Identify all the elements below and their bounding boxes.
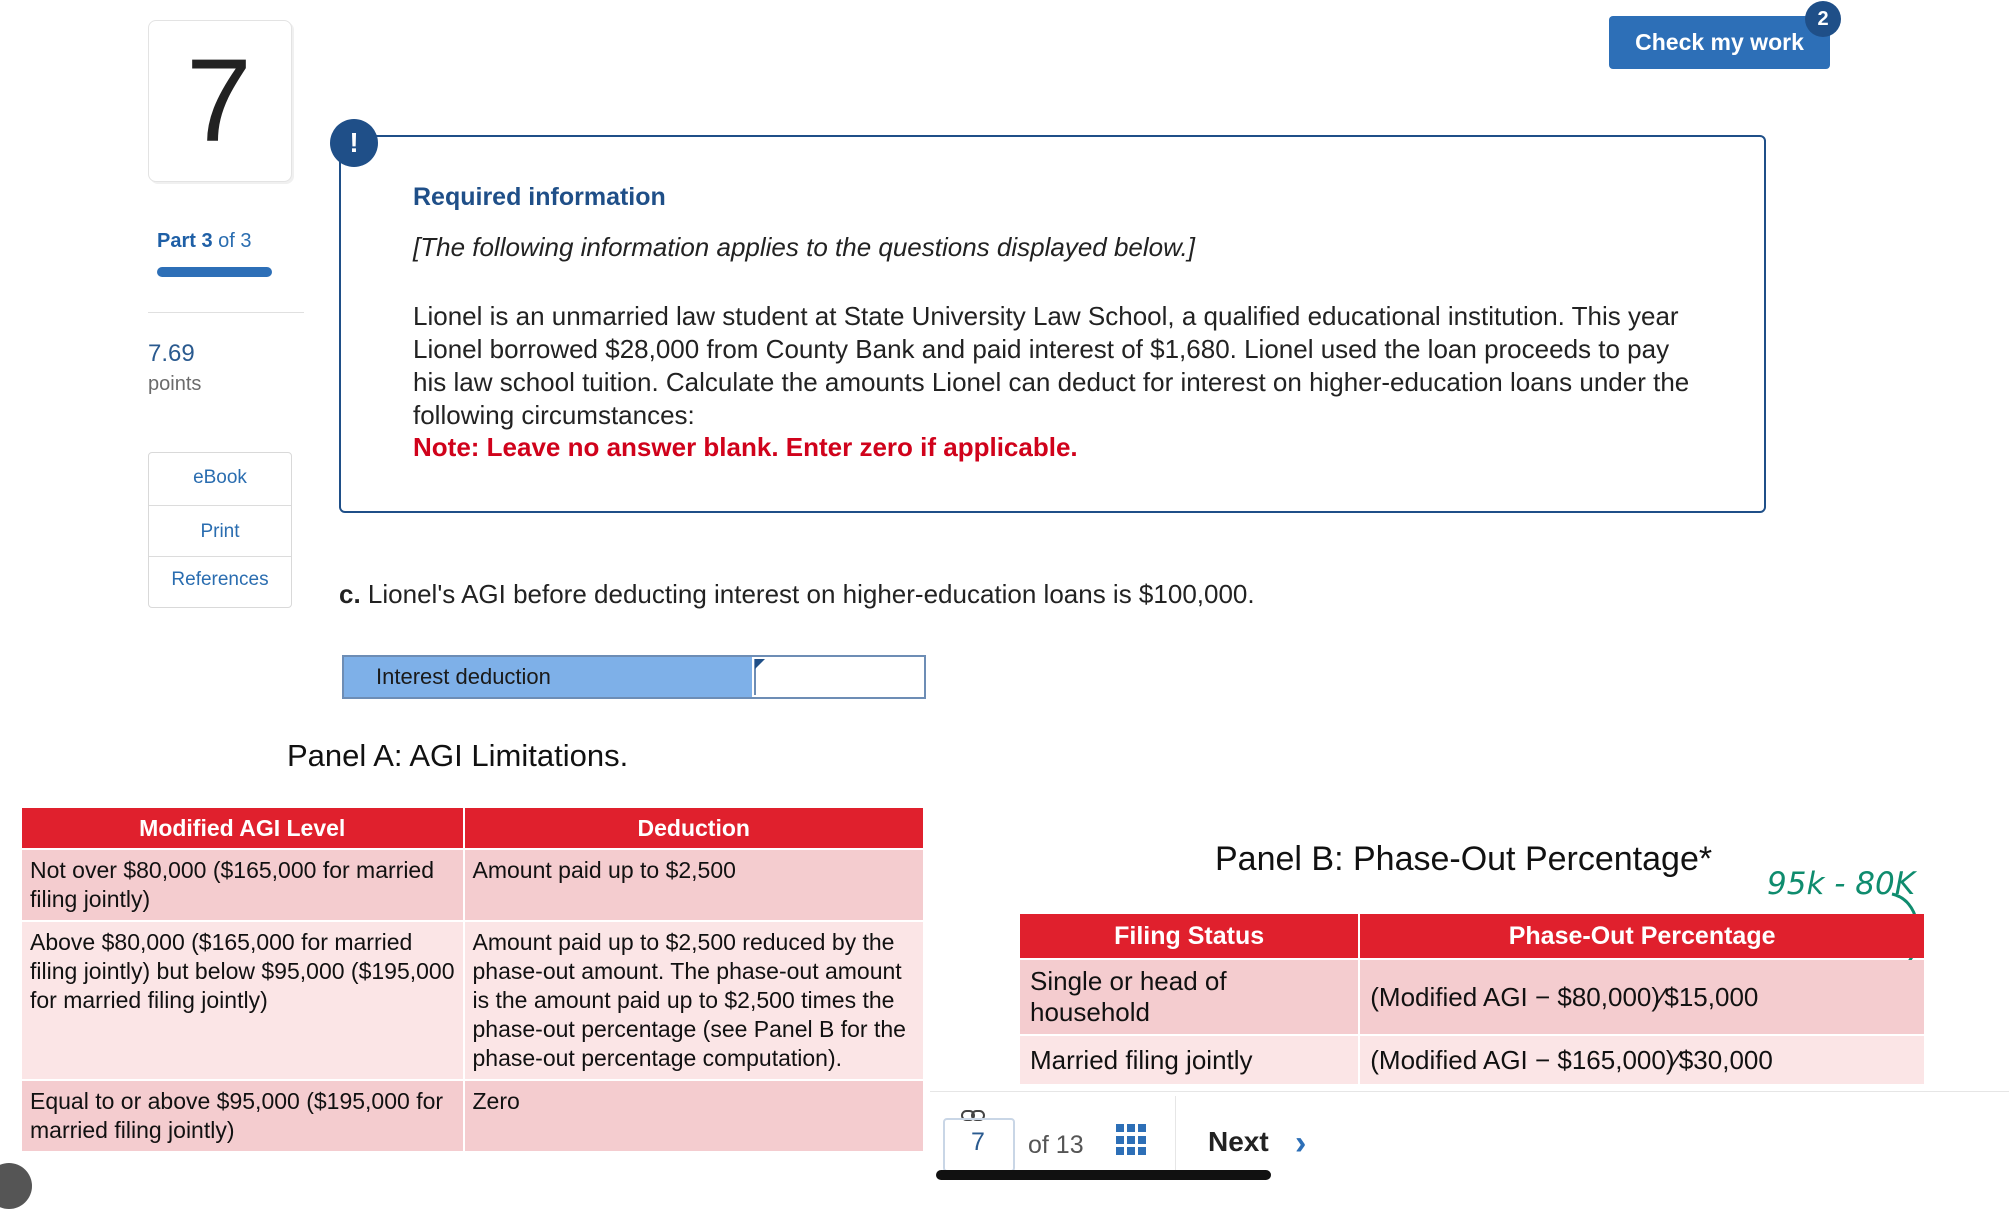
panel-b-header: Filing Status xyxy=(1020,914,1358,958)
panel-a-header: Modified AGI Level xyxy=(22,808,463,848)
handwritten-annotation: 95k - 80K xyxy=(1767,866,1916,902)
required-info-subtitle: [The following information applies to the questions displayed below.] xyxy=(413,232,1195,262)
corner-avatar xyxy=(0,1163,32,1209)
points-label: points xyxy=(148,373,202,395)
divider xyxy=(148,312,304,313)
table-cell: Above $80,000 ($165,000 for married filing jointly) but below $95,000 ($195,000 for married filing jointly) xyxy=(22,922,463,1079)
current-page: 7 xyxy=(971,1128,985,1156)
required-info-note: Note: Leave no answer blank. Enter zero if applicable. xyxy=(413,432,1078,462)
required-info-title: Required information xyxy=(413,183,666,211)
print-link[interactable]: Print xyxy=(200,521,240,542)
table-row xyxy=(22,922,923,1079)
table-cell: Equal to or above $95,000 ($195,000 for married filing jointly) xyxy=(22,1081,463,1151)
check-my-work-button[interactable]: Check my work xyxy=(1609,16,1830,69)
question-body: Lionel's AGI before deducting interest on higher-education loans is $100,000. xyxy=(367,579,1255,609)
table-cell: Single or head of household xyxy=(1020,960,1358,1034)
table-row xyxy=(22,1081,923,1151)
panel-b-table xyxy=(1018,912,1926,1086)
part-of: of 3 xyxy=(218,230,252,252)
ebook-link[interactable]: eBook xyxy=(193,467,247,488)
references-link[interactable]: References xyxy=(171,569,269,590)
chevron-right-icon[interactable]: › xyxy=(1295,1124,1307,1162)
part-label: Part xyxy=(157,230,196,252)
panel-a-table xyxy=(20,806,925,1153)
panel-a-title: Panel A: AGI Limitations. xyxy=(287,738,629,773)
question-text xyxy=(339,579,1255,610)
table-cell: Married filing jointly xyxy=(1020,1036,1358,1084)
question-letter: c. xyxy=(339,579,361,609)
scrollbar[interactable] xyxy=(936,1170,1271,1180)
panel-b-title: Panel B: Phase-Out Percentage* xyxy=(1215,840,1713,878)
table-row xyxy=(1020,1036,1924,1084)
required-info-body: Lionel is an unmarried law student at State University Law School, a qualified educational institution. This year Lionel borrowed $28,000 from County Bank and paid interest of $1,680. Lionel used the loan proceeds to pay his law school tuition. Calculate the amounts Lionel can deduct for interest on higher-education loans under the following circumstances: xyxy=(413,301,1690,430)
question-number: 7 xyxy=(186,35,252,167)
flag-icon xyxy=(755,659,765,669)
page-total: of 13 xyxy=(1028,1131,1084,1159)
table-cell: Amount paid up to $2,500 xyxy=(465,850,924,920)
nav-divider xyxy=(930,1091,2009,1092)
alert-icon: ! xyxy=(330,119,378,167)
part-indicator xyxy=(157,230,252,253)
resource-links xyxy=(148,452,292,608)
table-cell: (Modified AGI − $80,000)∕$15,000 xyxy=(1360,960,1924,1034)
panel-b-header: Phase-Out Percentage xyxy=(1360,914,1924,958)
part-current: 3 xyxy=(201,230,213,252)
attempts-badge: 2 xyxy=(1805,1,1841,37)
table-row xyxy=(1020,960,1924,1034)
table-cell: Zero xyxy=(465,1081,924,1151)
table-cell: Amount paid up to $2,500 reduced by the phase-out amount. The phase-out amount is the amount paid up to $2,500 times the phase-out percentage (see Panel B for the phase-out percentage computation). xyxy=(465,922,924,1079)
interest-deduction-input[interactable] xyxy=(754,659,924,695)
table-row xyxy=(22,850,923,920)
table-cell: Not over $80,000 ($165,000 for married filing jointly) xyxy=(22,850,463,920)
panel-a-header: Deduction xyxy=(465,808,924,848)
part-progress-bar xyxy=(157,267,272,277)
answer-label: Interest deduction xyxy=(344,657,752,697)
table-cell: (Modified AGI − $165,000)∕$30,000 xyxy=(1360,1036,1924,1084)
points-value: 7.69 xyxy=(148,340,195,367)
grid-icon[interactable] xyxy=(1116,1124,1148,1156)
nav-separator xyxy=(1175,1096,1176,1176)
next-button[interactable]: Next xyxy=(1208,1126,1269,1157)
answer-row xyxy=(342,655,926,699)
